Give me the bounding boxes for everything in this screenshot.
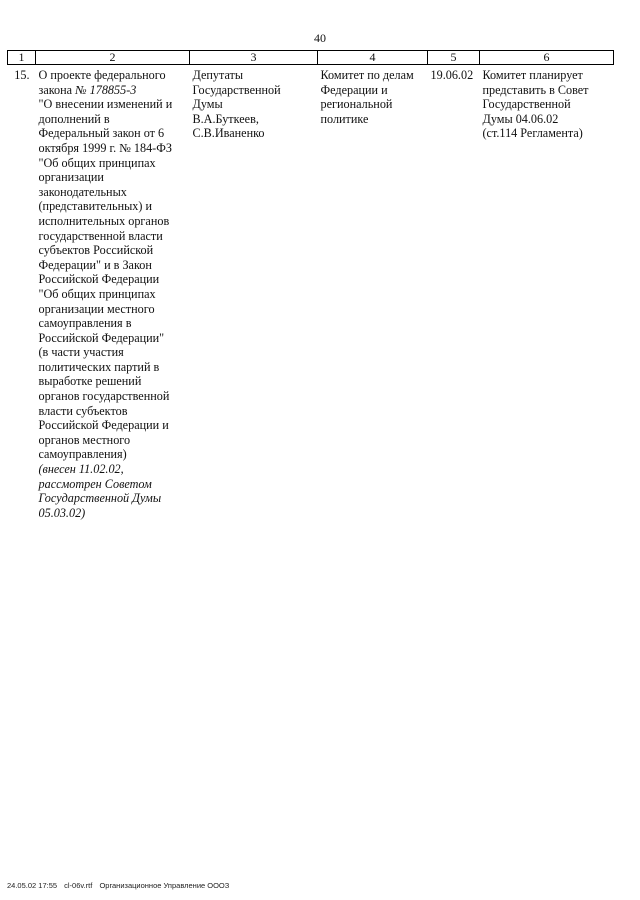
status-line: (ст.114 Регламента)	[482, 126, 583, 141]
row-number: 15.	[14, 68, 30, 82]
description-line: "О внесении изменений и	[38, 97, 173, 112]
description-line: октября 1999 г. № 184-ФЗ	[38, 140, 172, 155]
status-line: представить в Совет	[482, 82, 589, 97]
description-line: политических партий в	[38, 359, 160, 374]
description-line: Федеральный закон от 6	[38, 126, 165, 141]
date-cell: 19.06.02	[430, 68, 474, 82]
description-line: Федерации" и в Закон	[38, 257, 152, 272]
footer-filename: cl-06v.rtf	[64, 881, 93, 890]
description-line: выработке решений	[38, 374, 142, 389]
description-line: самоуправления в	[38, 316, 132, 331]
bill-number: № 178855-3	[75, 82, 137, 97]
column-header-1: 1	[8, 51, 36, 65]
status-line: Государственной	[482, 97, 571, 112]
footer-organization: Организационное Управление ОООЗ	[99, 881, 230, 890]
bill-title-line	[39, 83, 187, 98]
description-line: законодательных	[38, 184, 127, 199]
column-header-4: 4	[318, 51, 428, 65]
note-line: Государственной Думы	[38, 491, 162, 506]
description-line: самоуправления)	[38, 447, 127, 462]
document-footer	[7, 881, 234, 890]
description-line: организации местного	[38, 301, 155, 316]
description-line: субъектов Российской	[38, 243, 154, 258]
description-line: дополнений в	[38, 111, 110, 126]
table-row	[8, 65, 614, 521]
footer-datetime: 24.05.02 17:55	[7, 881, 58, 890]
agenda-table-container	[7, 50, 613, 520]
note-line: (внесен 11.02.02,	[38, 462, 124, 477]
status-cell	[480, 65, 614, 521]
bill-status-note	[39, 462, 187, 520]
description-line: государственной власти	[38, 228, 163, 243]
column-header-3: 3	[190, 51, 318, 65]
author-line: С.В.Иваненко	[192, 126, 265, 141]
description-line: Российской Федерации	[38, 272, 160, 287]
committee-line: Федерации и	[320, 82, 388, 97]
description-line: исполнительных органов	[38, 213, 170, 228]
committee-line: политике	[320, 111, 369, 126]
author-line: Думы	[192, 97, 223, 112]
description-line: организации	[38, 170, 104, 185]
description-line: Российской Федерации и	[38, 418, 169, 433]
bill-title-line: О проекте федерального	[38, 68, 166, 82]
description-line: органов местного	[38, 432, 131, 447]
description-line: (представительных) и	[38, 199, 153, 214]
bill-description-cell	[36, 65, 190, 521]
description-line: "Об общих принципах	[38, 155, 156, 170]
header-row	[8, 51, 614, 65]
author-line: В.А.Буткеев,	[192, 111, 259, 126]
status-line: Думы 04.06.02	[482, 111, 559, 126]
bill-description	[39, 97, 187, 462]
description-line: "Об общих принципах	[38, 286, 156, 301]
description-line: Российской Федерации"	[38, 330, 165, 345]
page-number: 40	[314, 31, 326, 45]
committee-cell	[318, 65, 428, 521]
column-header-2: 2	[36, 51, 190, 65]
description-line: власти субъектов	[38, 403, 128, 418]
agenda-table	[7, 50, 614, 520]
author-line: Государственной	[192, 82, 281, 97]
column-header-5: 5	[428, 51, 480, 65]
committee-line: региональной	[320, 97, 393, 112]
status-line: Комитет планирует	[482, 68, 583, 82]
column-header-6: 6	[480, 51, 614, 65]
bill-title-prefix: закона	[38, 82, 76, 97]
description-line: органов государственной	[38, 389, 170, 404]
committee-line: Комитет по делам	[320, 68, 414, 82]
note-line: рассмотрен Советом	[38, 476, 152, 491]
authors-cell	[190, 65, 318, 521]
note-line: 05.03.02)	[38, 505, 86, 520]
description-line: (в части участия	[38, 345, 124, 360]
author-line: Депутаты	[192, 68, 244, 82]
